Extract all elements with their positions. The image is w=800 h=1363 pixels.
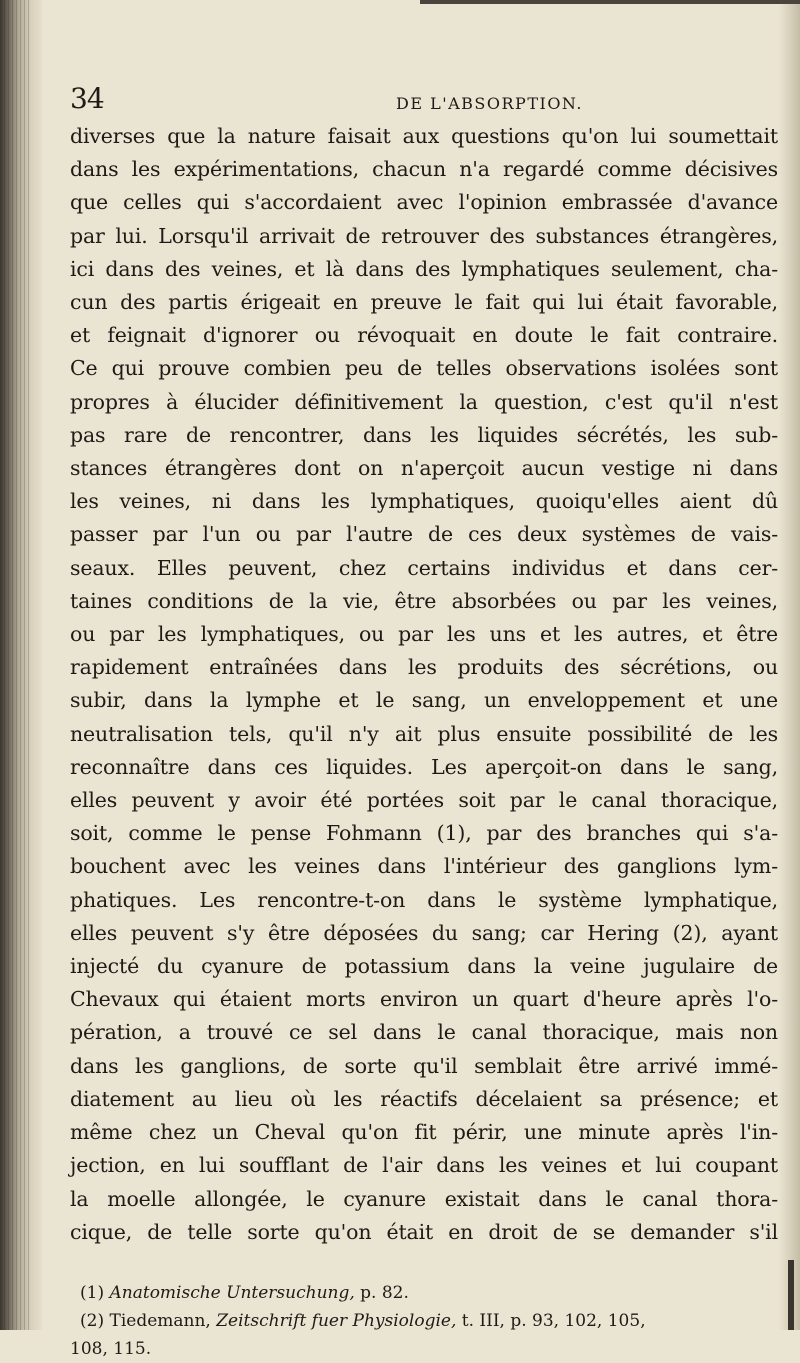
text-line: ou par les lymphatiques, ou par les uns et les autres, et être	[70, 622, 778, 647]
binding-texture	[4, 0, 30, 1330]
footnote-author: Tiedemann,	[109, 1310, 211, 1331]
page	[70, 82, 778, 1363]
text-line: cun des partis érigeait en preuve le fait qui lui était favorable,	[70, 290, 778, 315]
footnote-marker: (1)	[80, 1282, 105, 1303]
text-line: injecté du cyanure de potassium dans la veine jugulaire de	[70, 954, 778, 979]
text-line: bouchent avec les veines dans l'intérieur des ganglions lym-	[70, 854, 778, 879]
text-line: diatement au lieu où les réactifs décelaient sa présence; et	[70, 1086, 778, 1111]
text-line: que celles qui s'accordaient avec l'opinion embrassée d'avance	[70, 190, 778, 215]
footnote-rest: t. III, p. 93, 102, 105,	[461, 1310, 646, 1331]
text-line: même chez un Cheval qu'on fit périr, une minute après l'in-	[70, 1120, 778, 1145]
footnote-2	[70, 1307, 778, 1335]
text-line: passer par l'un ou par l'autre de ces deux systèmes de vais-	[70, 522, 778, 547]
text-line: rapidement entraînées dans les produits des sécrétions, ou	[70, 655, 778, 680]
text-line: neutralisation tels, qu'il n'y ait plus ensuite possibilité de les	[70, 721, 778, 746]
footnote-1	[70, 1279, 778, 1307]
page-header	[70, 82, 778, 118]
footnote-rest: p. 82.	[360, 1282, 409, 1303]
text-line: diverses que la nature faisait aux questions qu'on lui soumettait	[70, 124, 778, 148]
text-line: phatiques. Les rencontre-t-on dans le système lymphatique,	[70, 887, 778, 912]
text-line: dans les expérimentations, chacun n'a regardé comme décisives	[70, 157, 778, 182]
footnote-title: Zeitschrift fuer Physiologie,	[216, 1310, 457, 1331]
page-number: 34	[70, 82, 104, 115]
text-line: cique, de telle sorte qu'on était en droit de se demander s'il	[70, 1219, 778, 1244]
page-edge	[778, 0, 800, 1330]
text-line: elles peuvent y avoir été portées soit par le canal thoracique,	[70, 788, 778, 813]
text-line: taines conditions de la vie, être absorbées ou par les veines,	[70, 588, 778, 613]
text-line: elles peuvent s'y être déposées du sang; car Hering (2), ayant	[70, 920, 778, 945]
text-line: stances étrangères dont on n'aperçoit aucun vestige ni dans	[70, 456, 778, 481]
text-line: les veines, ni dans les lymphatiques, quoiqu'elles aient dû	[70, 489, 778, 514]
text-line: propres à élucider définitivement la question, c'est qu'il n'est	[70, 389, 778, 414]
text-line: seaux. Elles peuvent, chez certains individus et dans cer-	[70, 555, 778, 580]
text-line: dans les ganglions, de sorte qu'il semblait être arrivé immé-	[70, 1053, 778, 1078]
text-line: ici dans des veines, et là dans des lymphatiques seulement, cha-	[70, 256, 778, 281]
text-line: et feignait d'ignorer ou révoquait en doute le fait contraire.	[70, 323, 778, 348]
footnote-title: Anatomische Untersuchung,	[109, 1282, 355, 1303]
text-line: jection, en lui soufflant de l'air dans les veines et lui coupant	[70, 1153, 778, 1178]
text-line: Chevaux qui étaient morts environ un quart d'heure après l'o-	[70, 987, 778, 1012]
text-line: Ce qui prouve combien peu de telles observations isolées sont	[70, 356, 778, 381]
text-line: la moelle allongée, le cyanure existait dans le canal thora-	[70, 1186, 778, 1211]
text-line: par lui. Lorsqu'il arrivait de retrouver des substances étrangères,	[70, 223, 778, 248]
body-text	[70, 120, 778, 1249]
text-line: soit, comme le pense Fohmann (1), par des branches qui s'a-	[70, 821, 778, 846]
text-line: reconnaître dans ces liquides. Les aperçoit-on dans le sang,	[70, 754, 778, 779]
text-line: pération, a trouvé ce sel dans le canal thoracique, mais non	[70, 1020, 778, 1045]
footnotes	[70, 1279, 778, 1363]
top-rule	[420, 0, 800, 4]
text-line: pas rare de rencontrer, dans les liquides sécrétés, les sub-	[70, 422, 778, 447]
footnote-2-continuation: 108, 115.	[70, 1338, 152, 1359]
footnote-marker: (2)	[80, 1310, 105, 1331]
running-head: DE L'ABSORPTION.	[396, 94, 583, 113]
text-line: subir, dans la lymphe et le sang, un enveloppement et une	[70, 688, 778, 713]
